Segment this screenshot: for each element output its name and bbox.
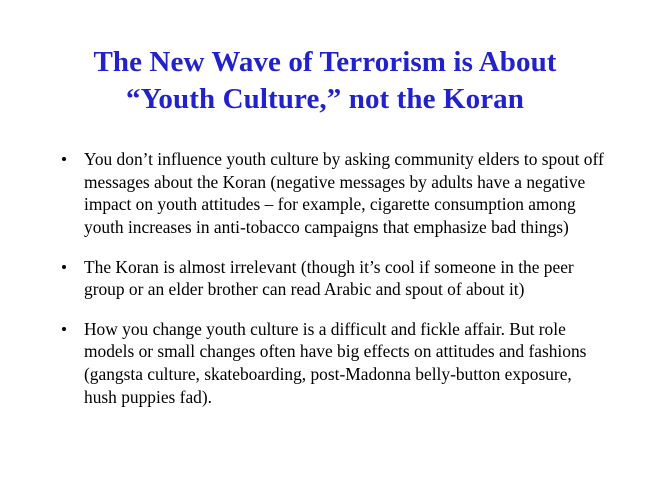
list-item — [56, 148, 604, 239]
list-item — [56, 256, 604, 301]
bullet-dot-icon — [62, 157, 66, 161]
bullet-text: The Koran is almost irrelevant (though it’s cool if someone in the peer group or an elder brother can read Arabic and spout of about it) — [84, 256, 574, 300]
page-title — [30, 44, 620, 118]
slide-body — [56, 148, 604, 408]
bullet-dot-icon — [62, 265, 66, 269]
bullet-text: You don’t influence youth culture by asking community elders to spout off messages about the Koran (negative messages by adults have a negative impact on youth attitudes – for example, cigarette consumption among youth increases in anti-tobacco campaigns that emphasize bad things) — [84, 149, 604, 237]
list-item — [56, 318, 604, 409]
bullet-list — [56, 148, 604, 408]
bullet-dot-icon — [62, 327, 66, 331]
page-title-line-1: The New Wave of Terrorism is About — [93, 46, 557, 78]
bullet-text: How you change youth culture is a difficult and fickle affair. But role models or small changes often have big effects on attitudes and fashions (gangsta culture, skateboarding, post-Madonna belly-button exposure, hush puppies fad). — [84, 318, 587, 407]
page-title-line-2: “Youth Culture,” not the Koran — [125, 83, 525, 116]
